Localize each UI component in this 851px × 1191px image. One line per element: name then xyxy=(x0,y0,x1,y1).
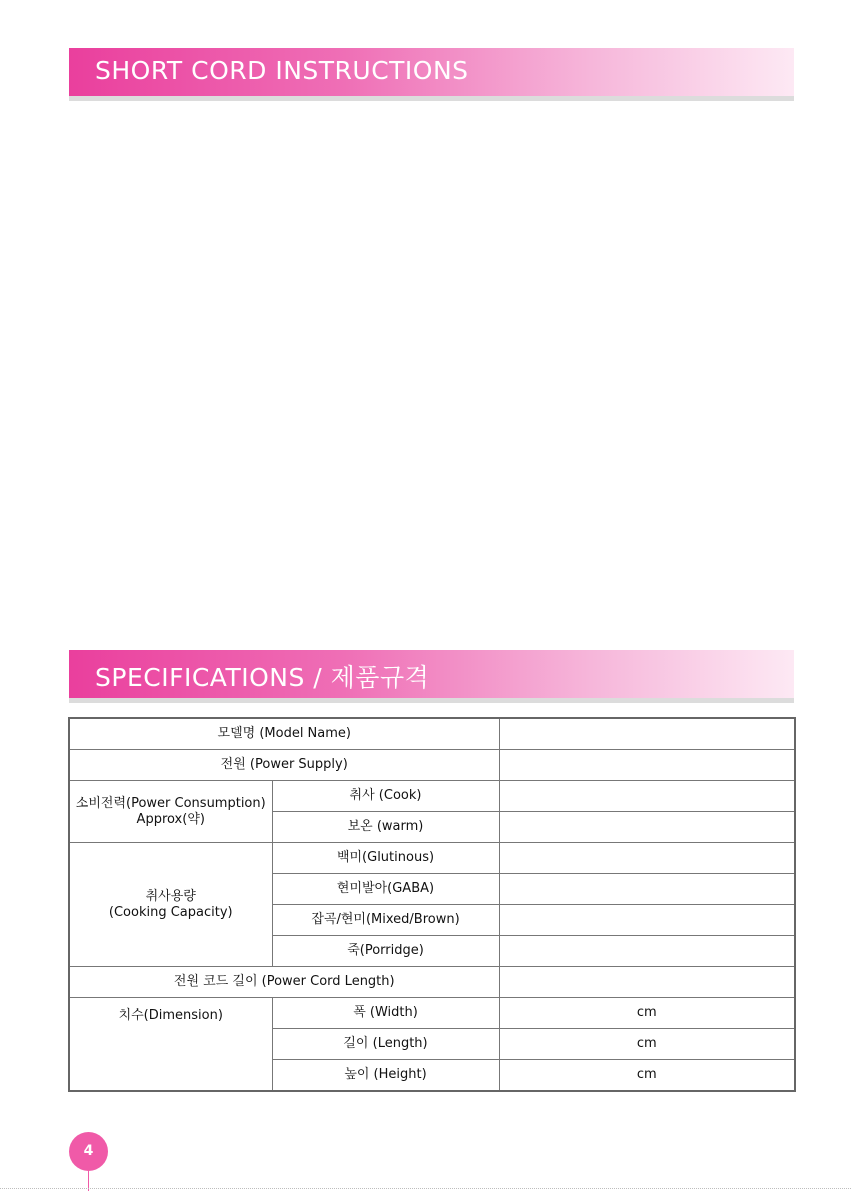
power-consumption-label-line1: 소비전력(Power Consumption) xyxy=(75,795,266,811)
power-cord-length-value xyxy=(499,967,795,998)
page-number-badge: 4 xyxy=(69,1132,108,1171)
width-unit: cm xyxy=(499,998,795,1029)
section-header-short-cord xyxy=(69,48,794,96)
model-name-value xyxy=(499,718,795,750)
power-consumption-label xyxy=(69,781,272,843)
table-row xyxy=(69,718,795,750)
power-consumption-label-line2: Approx(약) xyxy=(136,811,205,827)
gaba-value xyxy=(499,874,795,905)
model-name-label: 모델명 (Model Name) xyxy=(69,718,499,750)
cooking-capacity-label-line1: 취사용량 xyxy=(145,888,196,904)
power-cord-length-label: 전원 코드 길이 (Power Cord Length) xyxy=(69,967,499,998)
height-label: 높이 (Height) xyxy=(272,1060,499,1092)
table-row xyxy=(69,781,795,812)
power-supply-label: 전원 (Power Supply) xyxy=(69,750,499,781)
power-supply-value xyxy=(499,750,795,781)
length-unit: cm xyxy=(499,1029,795,1060)
cooking-capacity-label xyxy=(69,843,272,967)
table-row xyxy=(69,750,795,781)
table-row xyxy=(69,998,795,1029)
gaba-label: 현미발아(GABA) xyxy=(272,874,499,905)
length-label: 길이 (Length) xyxy=(272,1029,499,1060)
section-header-specifications xyxy=(69,650,794,698)
warm-label: 보온 (warm) xyxy=(272,812,499,843)
section-title-specifications: SPECIFICATIONS / 제품규격 xyxy=(95,663,430,692)
page-bottom-rule xyxy=(0,1188,851,1189)
glutinous-value xyxy=(499,843,795,874)
table-row xyxy=(69,843,795,874)
table-row xyxy=(69,967,795,998)
dimension-label: 치수(Dimension) xyxy=(69,998,272,1092)
mixed-brown-value xyxy=(499,905,795,936)
cook-value xyxy=(499,781,795,812)
specifications-table xyxy=(68,717,796,1092)
porridge-label: 죽(Porridge) xyxy=(272,936,499,967)
warm-value xyxy=(499,812,795,843)
width-label: 폭 (Width) xyxy=(272,998,499,1029)
cook-label: 취사 (Cook) xyxy=(272,781,499,812)
section-title-short-cord: SHORT CORD INSTRUCTIONS xyxy=(95,56,469,85)
cooking-capacity-label-line2: (Cooking Capacity) xyxy=(108,904,233,920)
mixed-brown-label: 잡곡/현미(Mixed/Brown) xyxy=(272,905,499,936)
height-unit: cm xyxy=(499,1060,795,1092)
porridge-value xyxy=(499,936,795,967)
glutinous-label: 백미(Glutinous) xyxy=(272,843,499,874)
